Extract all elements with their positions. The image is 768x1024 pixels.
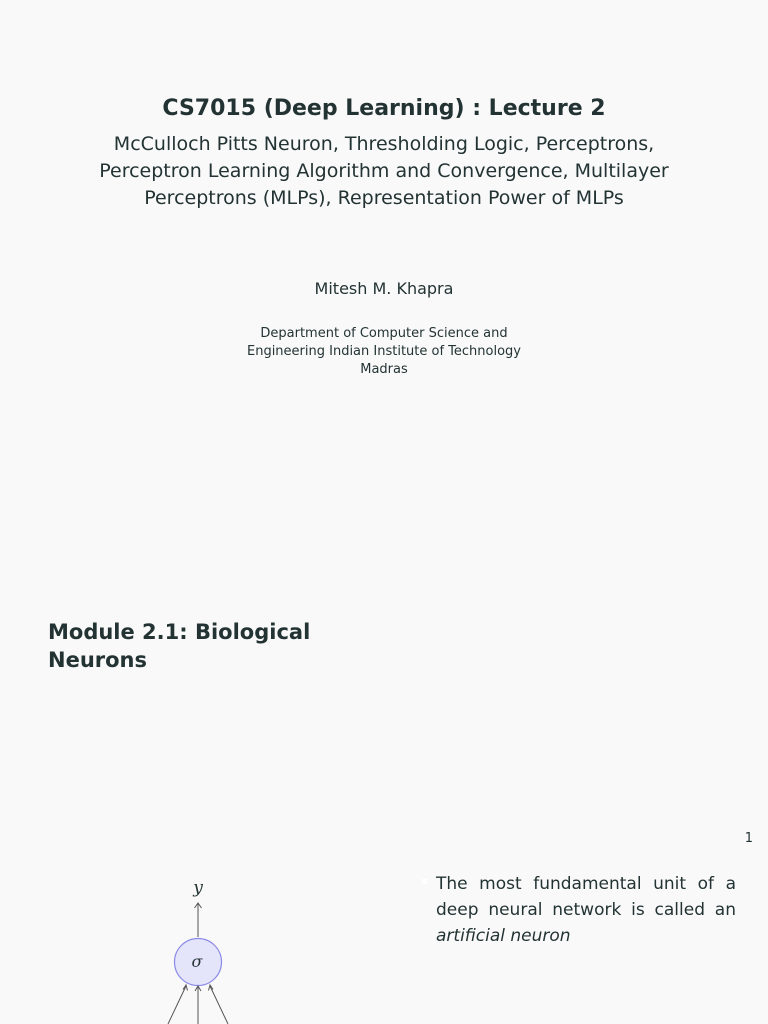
author-name: Mitesh M. Khapra — [314, 279, 454, 298]
bullet-point — [436, 871, 736, 949]
bullet-marker — [422, 879, 427, 884]
bullet-emphasis: artificial neuron — [436, 926, 571, 946]
output-label: y — [193, 878, 203, 898]
page-number: 1 — [744, 831, 753, 846]
lecture-subtitle: McCulloch Pitts Neuron, Thresholding Logic, Perceptrons, Perceptron Learning Algorithm and Convergence, Multilayer Perceptrons (MLPs), Representation Power of MLPs — [99, 133, 669, 209]
lecture-title: CS7015 (Deep Learning) : Lecture 2 — [162, 96, 606, 121]
sigma-label: σ — [191, 952, 203, 971]
module-title: Module 2.1: Biological Neurons — [48, 620, 311, 672]
artificial-neuron-diagram — [140, 870, 260, 1024]
input-edge-3 — [210, 986, 228, 1024]
author-affiliation: Department of Computer Science and Engineering Indian Institute of Technology Madras — [246, 326, 521, 377]
bullet-text: The most fundamental unit of a deep neural network is called an — [436, 874, 736, 920]
input-edge-1 — [168, 986, 186, 1024]
